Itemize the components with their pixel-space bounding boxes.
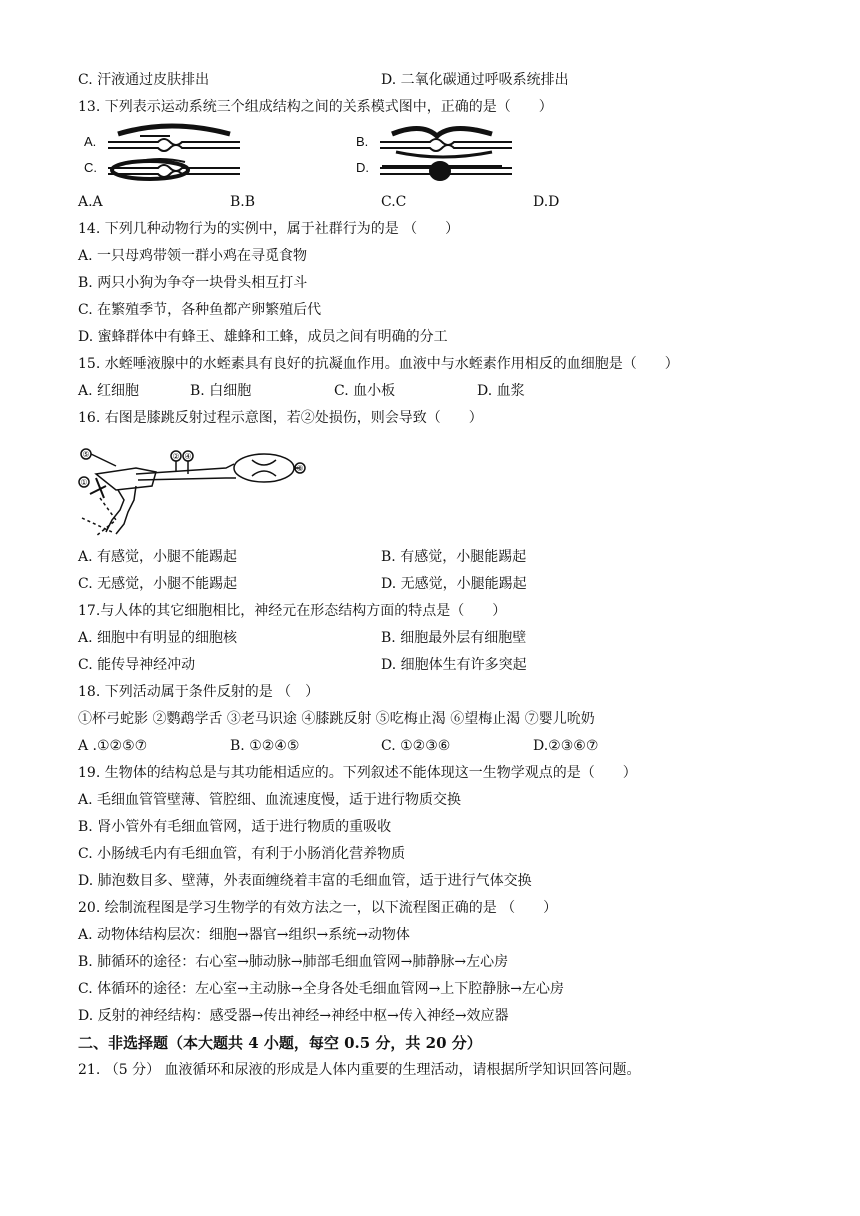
q19-option-a: A. 毛细血管管壁薄、管腔细、血流速度慢，适于进行物质交换 xyxy=(78,792,462,808)
q13-option-a: A.A xyxy=(78,194,103,210)
reflex-label-5: ⑤ xyxy=(82,450,90,459)
q16-option-d: D. 无感觉，小腿能踢起 xyxy=(381,576,527,592)
q15-stem: 15. 水蛭唾液腺中的水蛭素具有良好的抗凝血作用。血液中与水蛭素作用相反的血细胞是（ ） xyxy=(78,356,679,372)
q13-label-c: C. xyxy=(84,160,97,175)
q13-option-b: B.B xyxy=(230,194,256,210)
q13-stem: 13. 下列表示运动系统三个组成结构之间的关系模式图中，正确的是（ ） xyxy=(78,99,553,115)
reflex-label-3: ③ xyxy=(296,464,304,473)
q20-option-a: A. 动物体结构层次：细胞→器官→组织→系统→动物体 xyxy=(78,927,410,943)
q13-label-b: B. xyxy=(356,134,369,149)
q18-option-d: D.②③⑥⑦ xyxy=(533,738,599,754)
q15-option-a: A. 红细胞 xyxy=(78,383,140,399)
q12-option-d: D. 二氧化碳通过呼吸系统排出 xyxy=(381,72,569,88)
q21-stem: 21. （5 分） 血液循环和尿液的形成是人体内重要的生理活动，请根据所学知识回答问题。 xyxy=(78,1062,641,1078)
reflex-label-2: ② xyxy=(172,452,180,461)
q20-option-b: B. 肺循环的途径：右心室→肺动脉→肺部毛细血管网→肺静脉→左心房 xyxy=(78,954,509,970)
q14-option-c: C. 在繁殖季节，各种鱼都产卵繁殖后代 xyxy=(78,302,322,318)
q15-option-d: D. 血浆 xyxy=(477,383,525,399)
q17-option-d: D. 细胞体生有许多突起 xyxy=(381,657,527,673)
reflex-label-1: ① xyxy=(80,478,88,487)
q14-option-d: D. 蜜蜂群体中有蜂王、雄蜂和工蜂，成员之间有明确的分工 xyxy=(78,329,448,345)
q20-stem: 20. 绘制流程图是学习生物学的有效方法之一，以下流程图正确的是 （ ） xyxy=(78,900,558,916)
q16-option-a: A. 有感觉，小腿不能踢起 xyxy=(78,549,238,565)
q20-option-c: C. 体循环的途径：左心室→主动脉→全身各处毛细血管网→上下腔静脉→左心房 xyxy=(78,981,565,997)
reflex-label-4: ④ xyxy=(184,452,192,461)
section-2-title: 二、非选择题（本大题共 4 小题，每空 0.5 分，共 20 分） xyxy=(78,1034,482,1052)
q19-option-c: C. 小肠绒毛内有毛细血管，有利于小肠消化营养物质 xyxy=(78,846,406,862)
q13-figure-left xyxy=(80,122,250,186)
q17-option-c: C. 能传导神经冲动 xyxy=(78,657,196,673)
q19-option-d: D. 肺泡数目多、壁薄，外表面缠绕着丰富的毛细血管，适于进行气体交换 xyxy=(78,873,532,889)
q13-label-d: D. xyxy=(356,160,369,175)
q13-figure-right xyxy=(352,122,522,186)
knee-reflex-figure xyxy=(76,438,306,538)
q18-option-b: B. ①②④⑤ xyxy=(230,738,300,754)
q20-option-d: D. 反射的神经结构：感受器→传出神经→神经中枢→传入神经→效应器 xyxy=(78,1008,509,1024)
q15-option-c: C. 血小板 xyxy=(334,383,396,399)
q15-option-b: B. 白细胞 xyxy=(190,383,252,399)
q19-stem: 19. 生物体的结构总是与其功能相适应的。下列叙述不能体现这一生物学观点的是（ ） xyxy=(78,765,637,781)
q14-stem: 14. 下列几种动物行为的实例中，属于社群行为的是 （ ） xyxy=(78,221,460,237)
q16-option-c: C. 无感觉，小腿不能踢起 xyxy=(78,576,238,592)
q18-items: ①杯弓蛇影 ②鹦鹉学舌 ③老马识途 ④膝跳反射 ⑤吃梅止渴 ⑥望梅止渴 ⑦婴儿吮奶 xyxy=(78,711,595,727)
q17-option-b: B. 细胞最外层有细胞壁 xyxy=(381,630,527,646)
q13-option-c: C.C xyxy=(381,194,407,210)
q17-stem: 17.与人体的其它细胞相比，神经元在形态结构方面的特点是（ ） xyxy=(78,603,507,619)
q12-option-c: C. 汗液通过皮肤排出 xyxy=(78,72,210,88)
q14-option-a: A. 一只母鸡带领一群小鸡在寻觅食物 xyxy=(78,248,308,264)
q18-option-a: A .①②⑤⑦ xyxy=(78,738,148,754)
q18-option-c: C. ①②③⑥ xyxy=(381,738,451,754)
q16-stem: 16. 右图是膝跳反射过程示意图，若②处损伤，则会导致（ ） xyxy=(78,410,483,426)
q16-option-b: B. 有感觉，小腿能踢起 xyxy=(381,549,527,565)
q13-label-a: A. xyxy=(84,134,97,149)
q13-option-d: D.D xyxy=(533,194,560,210)
q18-stem: 18. 下列活动属于条件反射的是 （ ） xyxy=(78,684,320,700)
q14-option-b: B. 两只小狗为争夺一块骨头相互打斗 xyxy=(78,275,308,291)
q17-option-a: A. 细胞中有明显的细胞核 xyxy=(78,630,238,646)
q19-option-b: B. 肾小管外有毛细血管网，适于进行物质的重吸收 xyxy=(78,819,392,835)
